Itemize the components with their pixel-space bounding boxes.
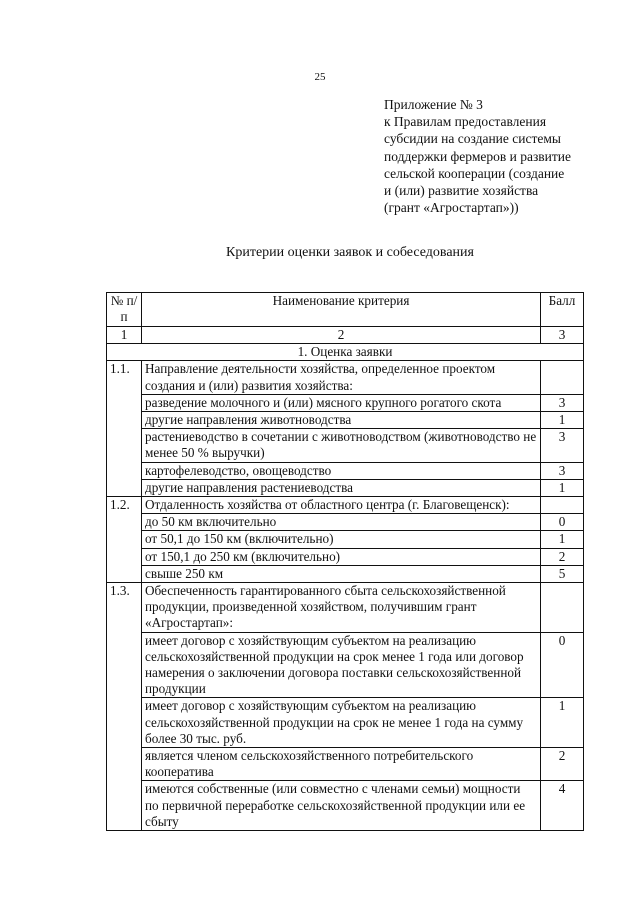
table-row	[107, 462, 584, 479]
criterion-option: другие направления животноводства	[142, 412, 541, 429]
criterion-title: Направление деятельности хозяйства, определенное проектом создания и (или) развития хозяйства:	[142, 361, 541, 394]
appendix-line: к Правилам предоставления	[384, 114, 547, 130]
section-row	[107, 344, 584, 361]
score-cell: 4	[541, 781, 584, 831]
table-row	[107, 497, 584, 514]
section-title: 1. Оценка заявки	[107, 344, 584, 361]
header-name: Наименование критерия	[142, 293, 541, 327]
score-cell: 2	[541, 548, 584, 565]
score-cell: 0	[541, 632, 584, 698]
score-cell: 0	[541, 514, 584, 531]
header-score: Балл	[541, 293, 584, 327]
appendix-line: сельской кооперации (создание	[384, 165, 565, 181]
appendix-line: Приложение № 3	[384, 97, 483, 112]
appendix-line: субсидии на создание системы	[384, 131, 561, 147]
criterion-option: свыше 250 км	[142, 565, 541, 582]
score-cell: 1	[541, 412, 584, 429]
criterion-title: Отдаленность хозяйства от областного центра (г. Благовещенск):	[142, 497, 541, 514]
column-numbers-row	[107, 327, 584, 344]
score-cell: 3	[541, 429, 584, 462]
score-cell: 3	[541, 462, 584, 479]
score-cell	[541, 497, 584, 514]
criteria-table	[106, 292, 584, 831]
score-cell: 3	[541, 394, 584, 411]
criterion-option: от 50,1 до 150 км (включительно)	[142, 531, 541, 548]
appendix-line: (грант «Агростартап»))	[384, 200, 519, 216]
col-number: 1	[107, 327, 142, 344]
score-cell: 1	[541, 531, 584, 548]
appendix-note	[384, 96, 604, 216]
document-title: Критерии оценки заявок и собеседования	[226, 245, 474, 260]
criterion-number: 1.2.	[107, 497, 142, 583]
table-row	[107, 394, 584, 411]
appendix-line: и (или) развитие хозяйства	[384, 183, 539, 199]
table-row	[107, 748, 584, 781]
criterion-option: от 150,1 до 250 км (включительно)	[142, 548, 541, 565]
score-cell	[541, 583, 584, 633]
score-cell: 1	[541, 698, 584, 748]
page-number: 25	[314, 71, 326, 83]
table-row	[107, 781, 584, 831]
criterion-number: 1.1.	[107, 361, 142, 497]
header-num: № п/п	[107, 293, 142, 327]
table-row	[107, 632, 584, 698]
table-row	[107, 548, 584, 565]
criterion-option: растениеводство в сочетании с животноводством (животноводство не менее 50 % выручки)	[142, 429, 541, 462]
criterion-option: другие направления растениеводства	[142, 479, 541, 496]
table-row	[107, 412, 584, 429]
table-header-row	[107, 293, 584, 327]
criterion-option: имеет договор с хозяйствующим субъектом на реализацию сельскохозяйственной продукции на срок не менее 1 года на сумму более 30 тыс. руб.	[142, 698, 541, 748]
score-cell: 2	[541, 748, 584, 781]
table-row	[107, 698, 584, 748]
table-row	[107, 361, 584, 394]
criterion-option: картофелеводство, овощеводство	[142, 462, 541, 479]
score-cell: 1	[541, 479, 584, 496]
table-row	[107, 429, 584, 462]
criterion-option: разведение молочного и (или) мясного крупного рогатого скота	[142, 394, 541, 411]
col-number: 3	[541, 327, 584, 344]
table-row	[107, 514, 584, 531]
score-cell	[541, 361, 584, 394]
table-row	[107, 479, 584, 496]
table-row	[107, 565, 584, 582]
appendix-line: поддержки фермеров и развитие	[384, 148, 572, 164]
criterion-option: до 50 км включительно	[142, 514, 541, 531]
score-cell: 5	[541, 565, 584, 582]
criterion-option: имеет договор с хозяйствующим субъектом на реализацию сельскохозяйственной продукции на срок менее 1 года или договор намерения о заключении договора поставки сельскохозяйственной продукции	[142, 632, 541, 698]
criterion-title: Обеспеченность гарантированного сбыта сельскохозяйственной продукции, произведенной хозяйством, получившим грант «Агростартап»:	[142, 583, 541, 633]
criterion-option: является членом сельскохозяйственного потребительского кооператива	[142, 748, 541, 781]
col-number: 2	[142, 327, 541, 344]
table-row	[107, 531, 584, 548]
table-row	[107, 583, 584, 633]
criterion-number: 1.3.	[107, 583, 142, 831]
criterion-option: имеются собственные (или совместно с членами семьи) мощности по первичной переработке сельскохозяйственной продукции или ее сбыту	[142, 781, 541, 831]
